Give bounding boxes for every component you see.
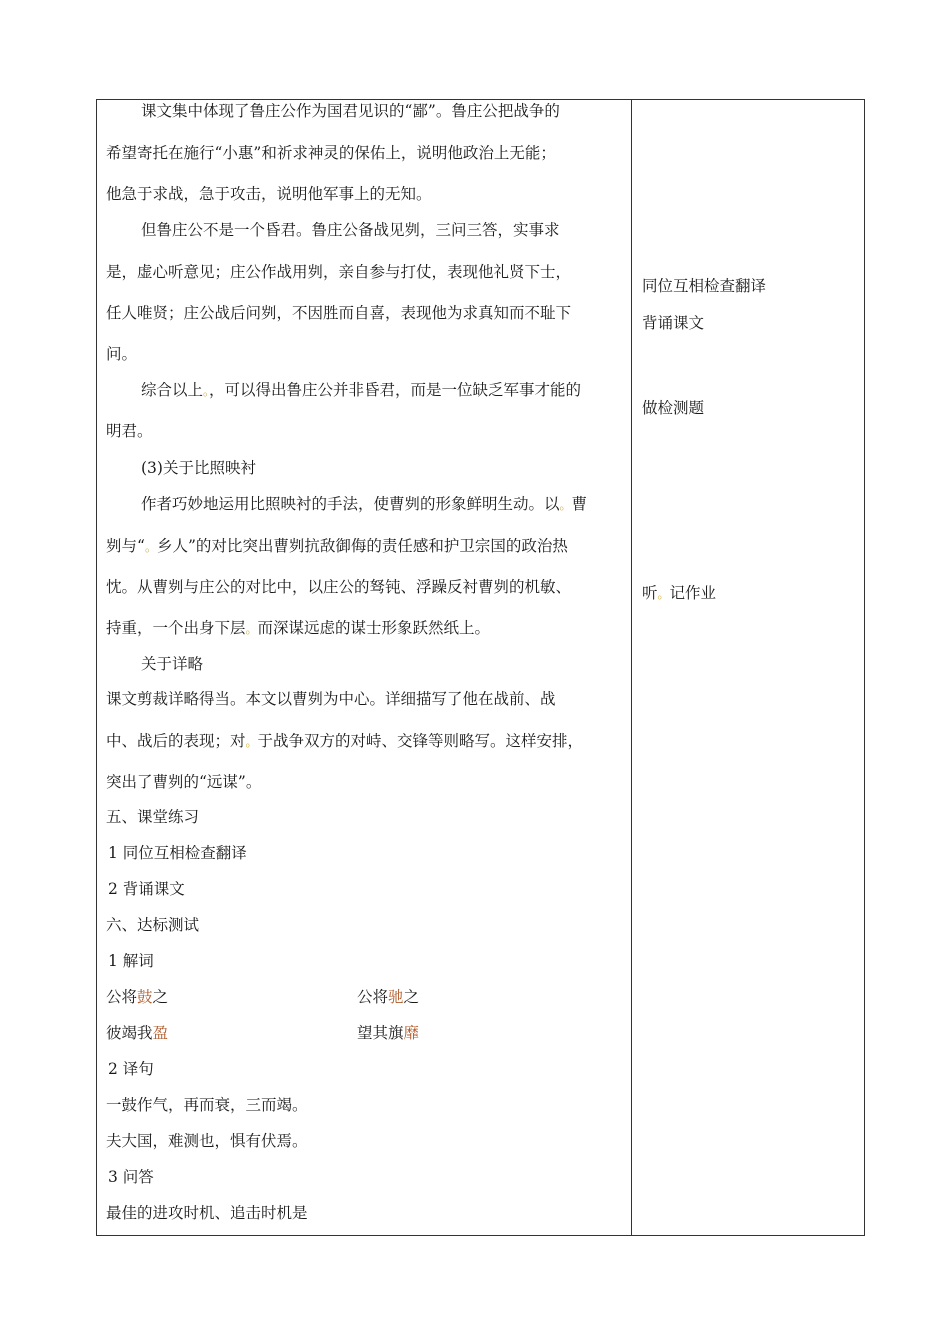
paragraph-line: 问。 [106,345,138,363]
paragraph-line: 忱。从曹刿与庄公的对比中，以庄公的驽钝、浮躁反衬曹刿的机敏、 [106,578,572,596]
text-run: 作者巧妙地运用比照映衬的手法，使曹刿的形象鲜明生动。以 [141,495,560,513]
text-run: ，可以得出鲁庄公并非昏君，而是一位缺乏军事才能的 [209,381,582,399]
column-divider [631,99,632,1236]
activity-note: 做检测题 [642,399,705,417]
activity-note: 同位互相检查翻译 [642,277,767,295]
paragraph-line: 突出了曹刿的“远谋”。 [106,773,262,791]
list-item: 2 译句 [108,1060,154,1078]
paragraph-line: 课文集中体现了鲁庄公作为国君见识的“鄙”。鲁庄公把战争的 [141,102,560,120]
text-run: 中、战后的表现；对 [106,732,246,750]
text-run: 记作业 [669,584,717,602]
highlighted-word: 鼓 [137,988,153,1006]
vocab-item [357,987,419,1007]
text-run: 乡人”的对比突出曹刿抗敌御侮的责任感和护卫宗国的政治热 [156,537,568,555]
paragraph-line: 但鲁庄公不是一个昏君。鲁庄公备战见刿，三问三答，实事求 [141,221,560,239]
highlighted-word: 驰 [388,988,404,1006]
paragraph-line: 是，虚心听意见；庄公作战用刿，亲自参与打仗，表现他礼贤下士， [106,263,572,281]
highlighted-word: 靡 [403,1024,420,1042]
text-run: 彼竭我 [106,1024,153,1042]
paragraph-line: 课文剪裁详略得当。本文以曹刿为中心。详细描写了他在战前、战 [106,690,556,708]
dot-mark: 。 [657,587,670,601]
text-run: 公将 [357,988,389,1006]
paragraph-line [141,494,587,515]
text-run: 公将 [106,988,138,1006]
list-item: 2 背诵课文 [108,880,185,898]
text-run: 而深谋远虑的谋士形象跃然纸上。 [257,619,491,637]
text-run: 之 [403,988,420,1006]
list-item: 1 解词 [108,952,154,970]
vocab-item [357,1023,419,1043]
dot-mark: 。 [245,622,258,636]
paragraph-line: 希望寄托在施行“小惠”和祈求神灵的保佑上，说明他政治上无能； [106,144,556,162]
activity-note [642,583,716,604]
dot-mark: 。 [559,498,572,512]
vocab-item [106,987,168,1007]
paragraph-line: 任人唯贤；庄公战后问刿，不因胜而自喜，表现他为求真知而不耻下 [106,304,572,322]
text-run: 持重，一个出身下层 [106,619,246,637]
section-heading: (3)关于比照映衬 [141,459,256,477]
list-item: 3 问答 [108,1168,154,1186]
text-run: 刿与“ [106,537,145,555]
text-run: 综合以上 [141,381,204,399]
paragraph-line: 明君。 [106,422,153,440]
paragraph-line: 他急于求战，急于攻击，说明他军事上的无知。 [106,185,432,203]
sentence-item: 夫大国，难测也，惧有伏焉。 [106,1132,308,1150]
paragraph-line [106,618,490,639]
highlighted-word: 盈 [152,1024,169,1042]
section-heading: 六、达标测试 [106,916,200,934]
question-item: 最佳的进攻时机、追击时机是 [106,1204,308,1222]
activity-note: 背诵课文 [642,314,705,332]
list-item: 1 同位互相检查翻译 [108,844,247,862]
section-heading: 关于详略 [141,655,204,673]
paragraph-line [106,536,568,557]
paragraph-line [106,731,583,752]
vocab-item [106,1023,168,1043]
text-run: 望其旗 [357,1024,404,1042]
text-run: 于战争双方的对峙、交锋等则略写。这样安排， [257,732,584,750]
paragraph-line [141,380,581,401]
text-run: 曹 [571,495,588,513]
text-run: 之 [152,988,169,1006]
section-heading: 五、课堂练习 [106,808,200,826]
dot-mark: 。 [203,384,210,398]
dot-mark: 。 [245,735,258,749]
sentence-item: 一鼓作气，再而衰，三而竭。 [106,1096,308,1114]
text-run: 听 [642,584,658,602]
dot-mark: 。 [144,540,157,554]
